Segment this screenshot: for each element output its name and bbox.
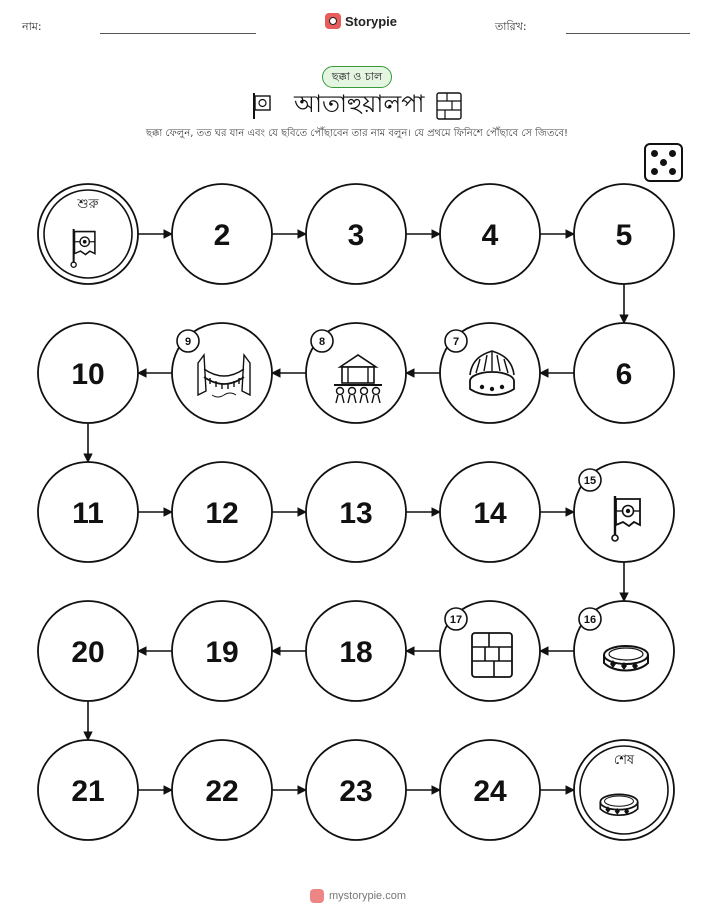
cell-number: 5 [615,219,633,252]
board-cell-19[interactable] [172,601,272,701]
name-label: নাম: [22,20,42,33]
game-type-tag: ছক্কা ও চাল [322,66,392,88]
board-cell-12[interactable] [172,462,272,562]
cell-number: 14 [473,497,507,530]
cell-number: 21 [71,775,105,808]
cell-number: 3 [347,219,365,252]
cell-number: 23 [339,775,373,808]
board-cell-5[interactable] [574,184,674,284]
cell-number: 15 [583,475,597,487]
cell-number: 4 [481,219,499,252]
instructions: ছক্কা ফেলুন, তত ঘর যান এবং যে ছবিতে পৌঁছাবেন তার নাম বলুন। যে প্রথমে ফিনিশে পৌঁছাবে সে জিতবে! [145,128,569,139]
board-cell-24[interactable] [440,740,540,840]
cell-number: 10 [71,358,105,391]
start-label: শুরু [77,197,99,212]
cell-number: 17 [449,614,463,626]
board-cell-2[interactable] [172,184,272,284]
board-cell-7[interactable] [440,323,540,423]
end-label: শেষ [613,753,635,768]
cell-number: 11 [72,497,104,530]
board-cell-16[interactable] [574,601,674,701]
cell-number: 20 [71,636,105,669]
cell-number: 13 [339,497,373,530]
board-cell-23[interactable] [306,740,406,840]
cell-number: 24 [473,775,507,808]
cell-number: 8 [318,336,326,348]
board-cell-4[interactable] [440,184,540,284]
board-cell-15[interactable] [574,462,674,562]
board-cell-14[interactable] [440,462,540,562]
board-cell-8[interactable] [306,323,406,423]
board-cell-21[interactable] [38,740,138,840]
board-cell-6[interactable] [574,323,674,423]
board-cell-11[interactable] [38,462,138,562]
board-cell-9[interactable] [172,323,272,423]
brand-name: Storypie [345,13,398,29]
cell-number: 9 [184,336,192,348]
storypie-logo-icon [310,889,324,903]
cell-number: 22 [205,775,239,808]
board-cell-17[interactable] [440,601,540,701]
board-cell-22[interactable] [172,740,272,840]
cell-number: 18 [339,636,373,669]
board-cell-1[interactable] [38,184,138,284]
cell-number: 7 [452,336,460,348]
board-cell-25[interactable] [574,740,674,840]
board-cell-18[interactable] [306,601,406,701]
footer-site[interactable]: mystorypie.com [329,890,407,902]
cell-number: 6 [615,358,633,391]
page-title: আতাহুয়ালপা [294,90,425,118]
board-cell-3[interactable] [306,184,406,284]
cell-number: 16 [583,614,597,626]
cell-number: 12 [205,497,239,530]
stone-wall-icon [472,633,512,677]
footer [310,889,406,903]
board-cell-20[interactable] [38,601,138,701]
board-cell-13[interactable] [306,462,406,562]
cell-number: 19 [205,636,239,669]
cell-number: 2 [213,219,231,252]
board-cell-10[interactable] [38,323,138,423]
date-label: তারিখ: [495,20,527,33]
